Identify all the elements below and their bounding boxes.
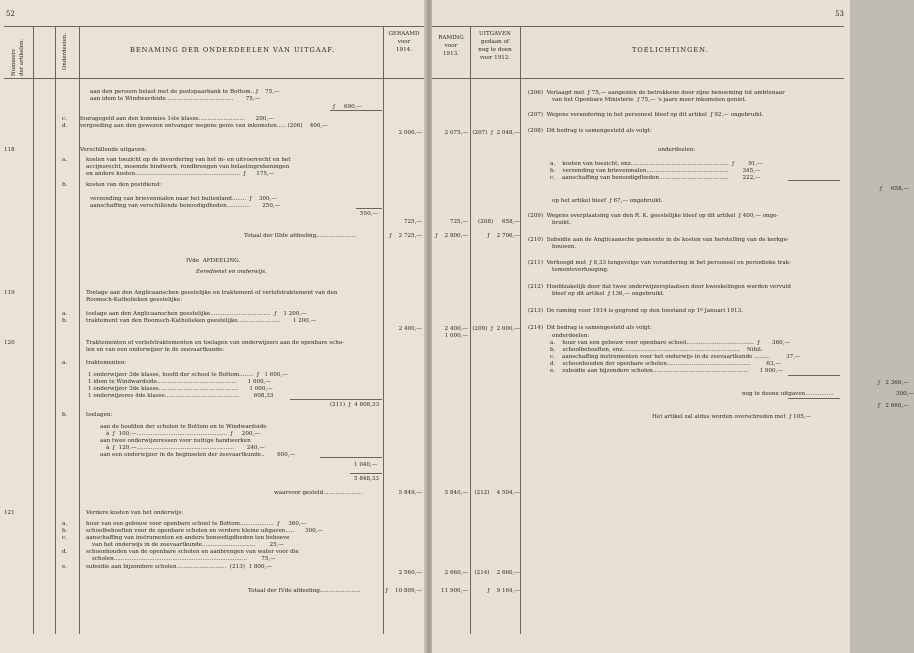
note-line: (210) Subsidie aan de Anglicaansche gemeente in de kosten van herstelling van de kerkge-: [528, 237, 789, 243]
geraamd-amount: 2 560,—: [398, 570, 422, 576]
r-header-bottom-rule: [432, 78, 844, 79]
entry-line: subsidie aan bijzondere scholen............................ (213) 1 800,—: [86, 564, 272, 570]
rule-1040: [320, 457, 382, 458]
note-line: op het artikel bleef ƒ 67,— ongebruikt.: [552, 198, 663, 204]
note-line: bruikt.: [552, 220, 572, 226]
right-page: [432, 0, 914, 653]
note-line: c. aanschaffing instrumenten voor het onderwijs in de zeevaartkunde ......... 37,—: [550, 354, 801, 360]
uitgaven-amount: (214) 2 660,—: [474, 570, 520, 576]
uitgaven-amount: (209) ƒ 2 000,—: [472, 326, 520, 332]
header-benaming: BENAMING DER ONDERDEELEN VAN UITGAAF.: [130, 46, 335, 54]
entry-line: d.: [62, 123, 68, 129]
header-uitgaven: UITGAVEN gedaan of nog te doen voor 1912.: [478, 31, 512, 61]
entry-line: 550,—: [360, 211, 379, 217]
note-line: (213) De raming voor 1914 is gegrond op den toestand op 1º Januari 1913.: [528, 308, 743, 314]
raming-amount: 725,—: [449, 219, 468, 225]
r-rule-2660: [788, 398, 840, 399]
raming-amount: 11 900,—: [441, 588, 468, 594]
note-line: nog te doene uitgaven................: [742, 391, 834, 397]
entry-line: a.: [62, 521, 68, 527]
uitgaven-amount: (208) 658,—: [478, 219, 520, 225]
entry-line: Roomsch-Katholieken geestelijke:: [86, 297, 182, 303]
entry-line: b.: [62, 182, 68, 188]
note-line: ƒ 658,—: [880, 186, 910, 192]
entry-line: verzending van brievenmalen naar het buitenland........ ƒ 300,—: [90, 196, 277, 202]
entry-line: toelagen:: [86, 412, 113, 418]
entry-line: ƒ 690,—: [333, 104, 363, 110]
entry-line: d.: [62, 549, 68, 555]
entry-line: kosten van den postdienst:: [86, 182, 163, 188]
geraamd-amount: 2 400,—: [398, 326, 422, 332]
header-nummers-text: Nummers der artikelen.: [11, 38, 25, 76]
entry-line: b.: [62, 412, 68, 418]
entry-line: van het onderwijs in de zeevaartkunde.............................. 25,—: [92, 542, 285, 548]
entry-line: huur van een gebouw voor openbare school te Bottom................... ƒ 360,—: [86, 521, 307, 527]
entry-line: vergoeding aan den gewezen ontvanger wegens genis van inkomsten..... (206) 400,—: [80, 123, 328, 129]
note-line: bouwen.: [552, 244, 577, 250]
entry-line: schoolbehoeften voor de openbare scholen en verdere kleine uitgaven..... 300,—: [86, 528, 324, 534]
left-page-number: 52: [6, 10, 15, 18]
rule-5848: [350, 473, 382, 474]
entry-line: 5 848,33: [354, 476, 379, 482]
note-line: a. kosten van toezicht, enz....................................................... ƒ 91,—: [550, 161, 763, 167]
note-line: Het artikel zal aldus worden overschreden met ƒ 105,—: [652, 414, 812, 420]
entry-line: a.: [62, 311, 68, 317]
entry-line: c.: [62, 535, 67, 541]
entry-line: à ƒ 120,—....................................................... 240,—: [106, 445, 265, 451]
entry-line: aan idem te Windwardside...................................... 75,—: [90, 96, 261, 102]
header-onderdeelen: Onderdeelen.: [62, 32, 68, 70]
entry-line: a.: [62, 157, 68, 163]
note-line: ƒ 2 360,—: [878, 380, 909, 386]
note-line: ƒ 2 660,—: [878, 403, 909, 409]
entry-line: b.: [62, 318, 68, 324]
geraamd-amount: ƒ 2 725,—: [389, 233, 422, 239]
header-raming: RAMING voor 1913.: [438, 35, 464, 57]
rule-4808: [290, 399, 382, 400]
note-line: b. verzending van brievenmalen.............................................. 345,—: [550, 168, 761, 174]
entry-line: en andere kosten........................................................... ƒ 175,—: [86, 171, 275, 177]
note-line: onderdeelen:: [658, 147, 696, 153]
raming-amount: ƒ 2 800,—: [435, 233, 468, 239]
entry-line: Totaal der IIIde afdeeling.......................: [244, 233, 358, 239]
entry-line: e.: [62, 564, 68, 570]
entry-line: fouragegeld aan den kommies 1ste klasse.......................... 200,—: [80, 116, 274, 122]
entry-line: 1 040,—: [354, 462, 378, 468]
col-divider-uitgaven: [520, 26, 521, 634]
entry-line: 121: [4, 510, 15, 516]
note-line: (207) Wegens verandering in het personeel bleef op dit artikel ƒ 92,— ongebruikt.: [528, 112, 764, 118]
entry-line: kosten van toezicht op de invordering van het in- en uitvoerrecht en het: [86, 157, 291, 163]
note-line: tementsverhooging.: [552, 267, 609, 273]
raming-amount: 1 000,—: [444, 333, 468, 339]
note-line: 300,—: [896, 391, 914, 397]
note-line: a. huur van een gebouw voor openbare school...................................... ƒ 360,—: [550, 340, 791, 346]
note-line: (214) Dit bedrag is samengesteld als volgt:: [528, 325, 652, 331]
entry-line: Totaal der IVde afdeeling.......................: [248, 588, 361, 594]
geraamd-amount: 725,—: [403, 219, 422, 225]
entry-line: b.: [62, 528, 68, 534]
entry-line: 1 onderwijzer 3de klasse, hoofd der school te Bottom........ ƒ 1 600,—: [88, 372, 288, 378]
note-line: bleef op dit artikel ƒ 136,— ongebruikt.: [552, 291, 665, 297]
raming-amount: 2 660,—: [444, 570, 468, 576]
header-toelichtingen: TOELICHTINGEN.: [632, 46, 709, 54]
header-bottom-rule: [4, 78, 424, 79]
entry-line: accijnsrecht, moemde bindwerk, rondbrengen van belastingrekeningen: [86, 164, 290, 170]
entry-line: 1 onderwijzer 3de klasse............................................. 1 000,—: [88, 386, 273, 392]
note-line: b. schoolbehoeften, enz.................................................................. Nihil.: [550, 347, 763, 353]
entry-line: Eeredienst en onderwijs.: [196, 269, 267, 275]
entry-line: à ƒ 100,—................................................... ƒ 200,—: [106, 431, 260, 437]
entry-line: 120: [4, 340, 15, 346]
entry-line: aan den persoon belast met de postspaarbank te Bottom.. ƒ 75,—: [90, 89, 280, 95]
entry-line: aanschaffing van verschillende benoodigdheden............. 250,—: [90, 203, 281, 209]
entry-line: aan de hoofden der scholen te Bottom en te Windwardside: [100, 424, 267, 430]
entry-line: Traktementen of verlofstraktementen en toelagen van onderwijzers aan de openbare scho-: [86, 340, 345, 346]
entry-line: len en van een onderwijzer in de zeevaartkunde:: [86, 347, 225, 353]
entry-line: (211) ƒ 4 808,33: [330, 402, 380, 408]
entry-line: traktementen:: [86, 360, 127, 366]
entry-line: Verdere kosten van het onderwijs:: [86, 510, 184, 516]
entry-line: 1 onderwijzeres 4de klasse.......................................... 608,33: [88, 393, 274, 399]
uitgaven-amount: (207) ƒ 2 048,—: [472, 130, 520, 136]
entry-line: toelage aan den Anglicaanschen geestelijke.................................. ƒ 1 200,—: [86, 311, 307, 317]
left-page: [0, 0, 428, 653]
header-geraamd: GERAAMD voor 1914.: [388, 31, 420, 53]
entry-line: 119: [4, 290, 15, 296]
note-line: (211) Verhoogd met ƒ 8,33 tengevolge van verandering in het personeel en periodieke trak-: [528, 260, 791, 266]
raming-amount: 2 075,—: [444, 130, 468, 136]
note-line: (212) Hoofdzakelijk door dat twee onderwijzersplaatsen door kweekelingen werden vervuld: [528, 284, 792, 290]
r-rule-2360: [788, 375, 840, 376]
uitgaven-amount: ƒ 2 706,—: [487, 233, 520, 239]
header-nummers: [10, 28, 26, 76]
rule-550: [356, 208, 382, 209]
r-rule-658: [788, 180, 840, 181]
note-line: (206) Verlaagd met ƒ 75,— aangezien de betrokkene door zijne benoeming tot ambtenaar: [528, 90, 785, 96]
note-line: d. schoonhouden der openbare scholen............................................... 63,—: [550, 361, 781, 367]
geraamd-amount: ƒ 10 809,—: [385, 588, 422, 594]
right-page-number: 53: [835, 10, 844, 18]
entry-line: c.: [62, 116, 67, 122]
entry-line: waarvoor gesteld......................: [274, 490, 363, 496]
note-line: e. subsidie aan bijzondere scholen...................................................... 1 900,—: [550, 368, 783, 374]
r-header-top-rule: [432, 26, 844, 27]
raming-amount: 2 400,—: [444, 326, 468, 332]
note-line: (209) Wegens overplaatsing van den R. K. geestelijke bleef op dit artikel ƒ 400,— onge-: [528, 213, 779, 219]
raming-amount: 5 840,—: [444, 490, 468, 496]
entry-line: IVde AFDEELING.: [186, 258, 241, 264]
note-line: van het Openbare Ministerie ƒ 75,— 's jaars meer inkomsten geniet.: [552, 97, 747, 103]
geraamd-amount: 5 849,—: [398, 490, 422, 496]
col-divider-2: [55, 26, 56, 634]
uitgaven-amount: ƒ 9 164,—: [487, 588, 520, 594]
entry-line: aan een onderwijzer in de beginselen der zeevaartkunde.. 600,—: [100, 452, 296, 458]
entry-line: aanschaffing van instrumenten en andere benoodigdheden ten behoeve: [86, 535, 290, 541]
entry-line: Toelage aan den Anglicaanschen geestelijke en traktement of verlofstraktement van den: [86, 290, 338, 296]
entry-line: traktement van den Roomsch-Katholieken geestelijke........................ 1 200,—: [86, 318, 317, 324]
geraamd-amount: 2 000,—: [398, 130, 422, 136]
entry-line: schoonhouden van de openbare scholen en aanbrengen van water voor die: [86, 549, 299, 555]
col-divider-1: [33, 26, 34, 634]
note-line: (208) Dit bedrag is samengesteld als volgt:: [528, 128, 652, 134]
entry-line: 118: [4, 147, 15, 153]
entry-line: 1 idem te Windwardside............................................. 1 600,—: [88, 379, 272, 385]
uitgaven-amount: (212) 4 504,—: [474, 490, 520, 496]
entry-line: Verschillende uitgaven:: [80, 147, 147, 153]
entry-line: scholen........................................................................... 75,—: [92, 556, 276, 562]
entry-line: aan twee onderwijzeressen voor nuttige handwerken: [100, 438, 251, 444]
entry-line: a.: [62, 360, 68, 366]
note-line: onderdeelen:: [552, 333, 590, 339]
note-line: c. aanschaffing van benoodigdheden....................................... 222,—: [550, 175, 761, 181]
